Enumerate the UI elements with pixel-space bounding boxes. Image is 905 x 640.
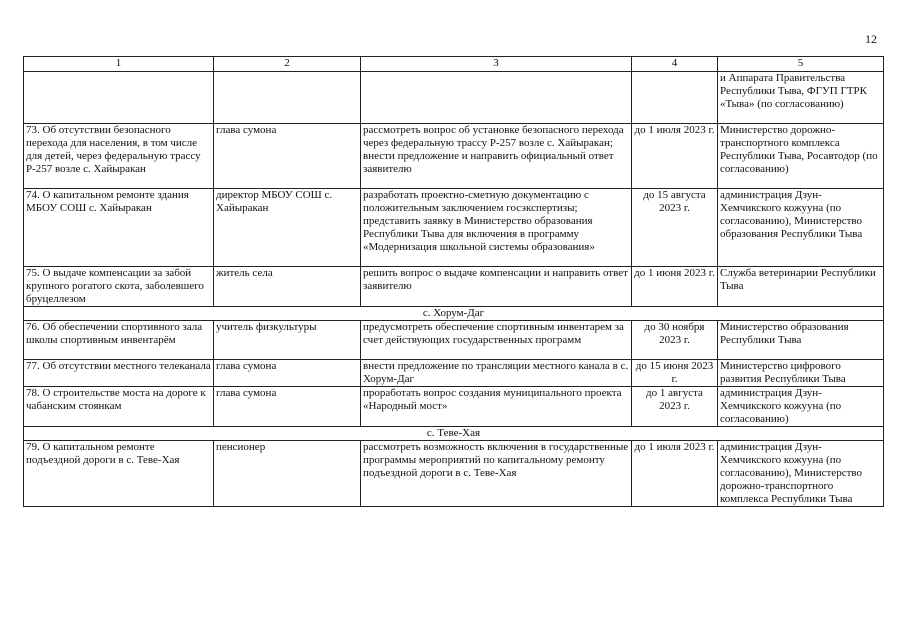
applicant-cell: учитель физкультуры [214,321,361,360]
table-row [24,189,884,267]
page-number: 12 [865,32,877,46]
deadline-cell: до 1 июля 2023 г. [632,124,718,189]
table-row [24,387,884,427]
issue-cell: 73. Об отсутствии безопасного перехода для населения, в том числе для детей, через федеральную трассу Р-257 возле с. Хайыракан [24,124,214,189]
applicant-cell: житель села [214,267,361,307]
issue-cell: 76. Об обеспечении спортивного зала школы спортивным инвентарём [24,321,214,360]
responsible-cell: Министерство цифрового развития Республики Тыва [718,360,884,387]
section-title: с. Хорум-Даг [24,307,884,321]
measure-cell: разработать проектно-сметную документацию с положительным заключением госэкспертизы; представить заявку в Министерство образования Республики Тыва для включения в программу «Модернизация школьной системы образования» [361,189,632,267]
table-row [24,360,884,387]
deadline-cell: до 1 июня 2023 г. [632,267,718,307]
applicant-cell: директор МБОУ СОШ с. Хайыракан [214,189,361,267]
header-cell: 2 [214,57,361,72]
deadline-cell [632,72,718,124]
table-row [24,72,884,124]
section-row [24,307,884,321]
applicant-cell: глава сумона [214,360,361,387]
issue-cell [24,72,214,124]
measure-cell: проработать вопрос создания муниципального проекта «Народный мост» [361,387,632,427]
table-row [24,321,884,360]
header-cell: 4 [632,57,718,72]
responsible-cell: администрация Дзун-Хемчикского кожууна (по согласованию), Министерство дорожно-транспортного комплекса Республики Тыва [718,441,884,507]
measure-cell: решить вопрос о выдаче компенсации и направить ответ заявителю [361,267,632,307]
measure-cell [361,72,632,124]
responsible-cell: Министерство дорожно-транспортного комплекса Республики Тыва, Росавтодор (по согласованию) [718,124,884,189]
responsible-cell: Служба ветеринарии Республики Тыва [718,267,884,307]
issue-cell: 78. О строительстве моста на дороге к чабанским стоянкам [24,387,214,427]
table-row [24,441,884,507]
issue-cell: 75. О выдаче компенсации за забой крупного рогатого скота, заболевшего бруцеллезом [24,267,214,307]
applicant-cell: глава сумона [214,124,361,189]
table-row [24,267,884,307]
deadline-cell: до 30 ноября 2023 г. [632,321,718,360]
section-title: с. Теве-Хая [24,427,884,441]
measure-cell: предусмотреть обеспечение спортивным инвентарем за счет действующих государственных программ [361,321,632,360]
header-cell: 3 [361,57,632,72]
measure-cell: внести предложение по трансляции местного канала в с. Хорум-Даг [361,360,632,387]
issue-cell: 74. О капитальном ремонте здания МБОУ СОШ с. Хайыракан [24,189,214,267]
measures-table [23,56,884,507]
applicant-cell: пенсионер [214,441,361,507]
deadline-cell: до 15 июня 2023 г. [632,360,718,387]
responsible-cell: и Аппарата Правительства Республики Тыва, ФГУП ГТРК «Тыва» (по согласованию) [718,72,884,124]
deadline-cell: до 15 августа 2023 г. [632,189,718,267]
responsible-cell: администрация Дзун-Хемчикского кожууна (по согласованию) [718,387,884,427]
measure-cell: рассмотреть возможность включения в государственные программы мероприятий по капитальному ремонту подъездной дороги в с. Теве-Хая [361,441,632,507]
issue-cell: 79. О капитальном ремонте подъездной дороги в с. Теве-Хая [24,441,214,507]
applicant-cell: глава сумона [214,387,361,427]
table-row [24,124,884,189]
header-cell: 1 [24,57,214,72]
measure-cell: рассмотреть вопрос об установке безопасного перехода через федеральную трассу Р-257 возле с. Хайыракан; внести предложение и направить официальный ответ заявителю [361,124,632,189]
issue-cell: 77. Об отсутствии местного телеканала [24,360,214,387]
header-cell: 5 [718,57,884,72]
responsible-cell: администрация Дзун-Хемчикского кожууна (по согласованию), Министерство образования Республики Тыва [718,189,884,267]
table-header-row [24,57,884,72]
section-row [24,427,884,441]
deadline-cell: до 1 августа 2023 г. [632,387,718,427]
responsible-cell: Министерство образования Республики Тыва [718,321,884,360]
deadline-cell: до 1 июля 2023 г. [632,441,718,507]
applicant-cell [214,72,361,124]
